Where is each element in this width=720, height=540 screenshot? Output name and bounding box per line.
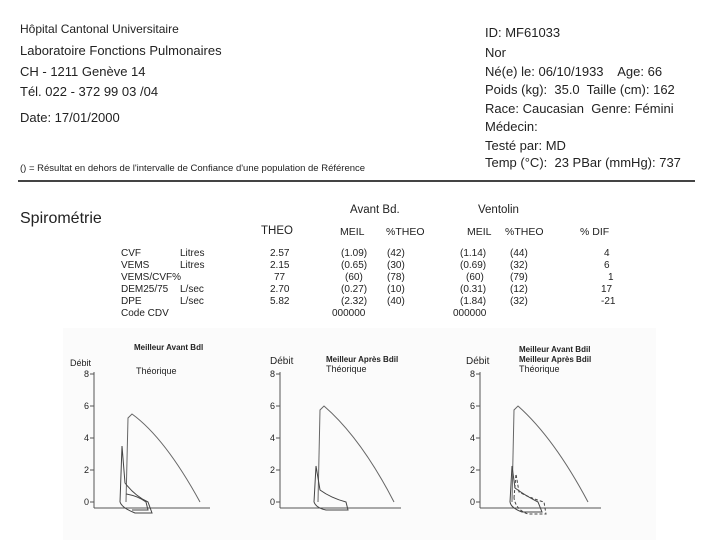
graph3-legend-theo: Théorique [519,364,560,374]
graph1-legend-best: Meilleur Avant Bdl [134,343,204,352]
row-name: DPE [121,296,142,307]
patient-id: ID: MF61033 [485,25,561,40]
row-pct-ventolin: (32) [510,260,528,271]
graph2-legend-best: Meilleur Après Bdil [326,355,399,364]
row-name: VEMS [121,260,150,271]
graph2-ylabel: Débit [270,356,294,367]
temperature-pressure: Temp (°C): 23 PBar (mmHg): 737 [485,155,681,170]
row-dif: 6 [604,260,610,271]
group-header-ventolin: Ventolin [478,204,519,216]
graph2-flow-volume-plot [276,368,406,520]
row-name: CVF [121,248,141,259]
row-pct-before: (10) [387,284,405,295]
group-header-before: Avant Bd. [350,204,400,216]
hospital-name: Hôpital Cantonal Universitaire [20,22,179,36]
row-meil-before: (0.65) [341,260,368,271]
row-unit: L/sec [180,296,204,307]
row-theo: 2.15 [270,260,290,271]
physician: Médecin: [485,119,538,134]
header-divider [18,180,695,182]
graph2-tick: 6 [270,401,276,411]
patient-weight-height: Poids (kg): 35.0 Taille (cm): 162 [485,82,675,97]
row-meil-ventolin: 000000 [453,308,487,319]
row-meil-before: (0.27) [341,284,368,295]
graph2-legend-theo: Théorique [326,364,367,374]
graph3-flow-volume-plot [476,368,606,520]
row-pct-before: (40) [387,296,405,307]
graph3-tick: 0 [470,497,476,507]
row-pct-ventolin: (44) [510,248,528,259]
row-theo: 2.70 [270,284,290,295]
row-pct-ventolin: (12) [510,284,528,295]
row-pct-before: (42) [387,248,405,259]
graph3-legend-best-before: Meilleur Avant Bdil [519,345,591,354]
row-unit: Litres [180,248,205,259]
graph1-flow-volume-plot [90,368,215,520]
col-pct-dif: % DIF [580,226,610,238]
graph3-tick: 4 [470,433,476,443]
col-meil-ventolin: MEIL [467,226,492,238]
graph1-tick: 6 [84,401,90,411]
row-dif: -21 [601,296,616,307]
row-theo: 2.57 [270,248,290,259]
row-meil-ventolin: (1.84) [460,296,487,307]
row-name: Code CDV [121,308,169,319]
row-meil-before: (60) [345,272,363,283]
row-meil-ventolin: (0.31) [460,284,487,295]
row-pct-ventolin: (79) [510,272,528,283]
row-unit: L/sec [180,284,204,295]
row-pct-before: (30) [387,260,405,271]
graph1-tick: 4 [84,433,90,443]
graph3-tick: 2 [470,465,476,475]
col-pct-ventolin: %THEO [505,226,544,238]
lab-address: CH - 1211 Genève 14 [20,64,146,79]
row-meil-before: (2.32) [341,296,368,307]
row-meil-ventolin: (60) [466,272,484,283]
graph3-legend-best-after: Meilleur Après Bdil [519,355,592,364]
row-pct-before: (78) [387,272,405,283]
row-name: DEM25/75 [121,284,169,295]
lab-phone: Tél. 022 - 372 99 03 /04 [20,84,159,99]
graph3-ylabel: Débit [466,356,490,367]
graph1-tick: 0 [84,497,90,507]
graph3-tick: 6 [470,401,476,411]
row-unit: Litres [180,260,205,271]
row-dif: 17 [601,284,613,295]
graph2-tick: 0 [270,497,276,507]
graph3-tick: 8 [470,369,476,379]
row-meil-ventolin: (0.69) [460,260,487,271]
tested-by: Testé par: MD [485,138,566,153]
section-title: Spirométrie [20,210,102,227]
graph1-tick: 2 [84,465,90,475]
graph1-legend-theo: Théorique [136,366,177,376]
col-theo: THEO [261,225,293,237]
col-meil-before: MEIL [340,226,365,238]
row-meil-before: 000000 [332,308,366,319]
graph1-tick: 8 [84,369,90,379]
col-pct-before: %THEO [386,226,425,238]
patient-name: Nor [485,45,506,60]
patient-race-gender: Race: Caucasian Genre: Fémini [485,101,674,116]
graph2-tick: 2 [270,465,276,475]
row-pct-ventolin: (32) [510,296,528,307]
patient-birth-age: Né(e) le: 06/10/1933 Age: 66 [485,64,663,79]
lab-name: Laboratoire Fonctions Pulmonaires [20,43,222,58]
report-date: Date: 17/01/2000 [20,110,120,125]
graph2-tick: 8 [270,369,276,379]
row-dif: 1 [608,272,614,283]
row-dif: 4 [604,248,610,259]
row-meil-before: (1.09) [341,248,368,259]
confidence-note: () = Résultat en dehors de l'intervalle de Confiance d'une population de Référence [20,163,366,174]
graph1-ylabel: Débit [70,358,92,368]
row-theo: 77 [274,272,286,283]
graph2-tick: 4 [270,433,276,443]
row-theo: 5.82 [270,296,290,307]
row-name: VEMS/CVF% [121,272,182,283]
row-meil-ventolin: (1.14) [460,248,487,259]
